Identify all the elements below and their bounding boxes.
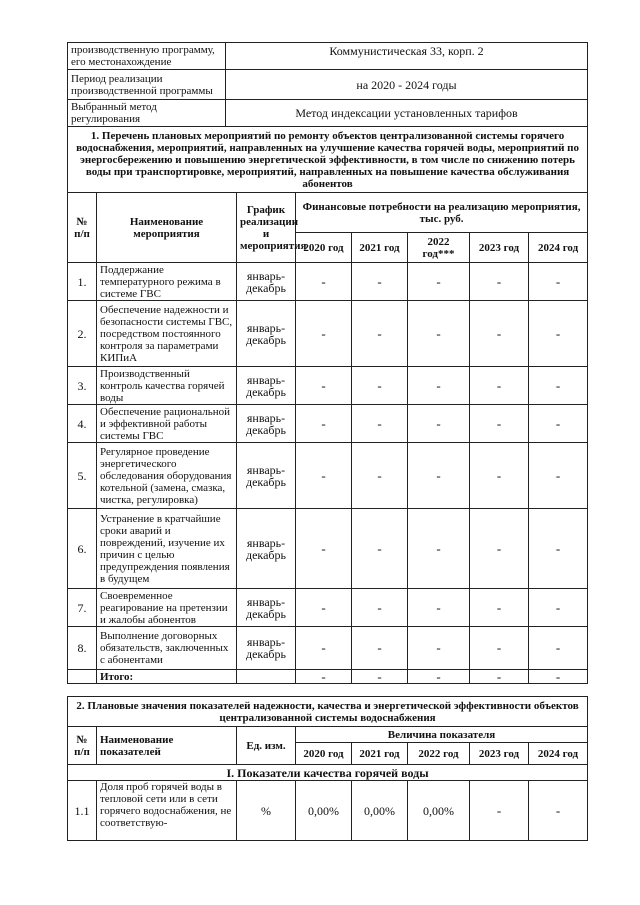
- info-label: Период реализации производственной программы: [68, 70, 226, 100]
- event-name: Обеспечение рациональной и эффективной работы системы ГВС: [97, 405, 237, 443]
- finance-value: -: [470, 627, 529, 670]
- indicator-value: -: [529, 781, 588, 841]
- finance-value: -: [529, 367, 588, 405]
- finance-value: -: [352, 367, 408, 405]
- finance-value: -: [296, 263, 352, 301]
- section2-title: 2. Плановые значения показателей надежности, качества и энергетической эффективности объектов централизованной системы водоснабжения: [68, 697, 588, 727]
- event-name: Устранение в кратчайшие сроки аварий и повреждений, изучение их причин с целью предупреждения появления в будущем: [97, 509, 237, 589]
- total-value: -: [408, 670, 470, 684]
- finance-value: -: [529, 589, 588, 627]
- section1-table: [67, 126, 588, 684]
- total-value: -: [470, 670, 529, 684]
- event-name: Производственный контроль качества горячей воды: [97, 367, 237, 405]
- info-table: [67, 42, 588, 127]
- table-row: [68, 405, 588, 443]
- row-number: 1.: [68, 263, 97, 301]
- finance-value: -: [470, 405, 529, 443]
- col-num-header: № п/п: [68, 193, 97, 263]
- finance-value: -: [296, 509, 352, 589]
- finance-value: -: [296, 443, 352, 509]
- event-name: Обеспечение надежности и безопасности системы ГВС, посредством постоянного контроля за параметрами КИПиА: [97, 301, 237, 367]
- finance-value: -: [470, 301, 529, 367]
- event-schedule: январь-декабрь: [237, 263, 296, 301]
- finance-value: -: [408, 367, 470, 405]
- finance-value: -: [352, 405, 408, 443]
- finance-value: -: [470, 263, 529, 301]
- info-value: Метод индексации установленных тарифов: [226, 100, 588, 127]
- year-header: 2024 год: [529, 743, 588, 765]
- table-row: [68, 589, 588, 627]
- year-header: 2021 год: [352, 233, 408, 263]
- indicator-unit: %: [237, 781, 296, 841]
- info-label: производственную программу, его местонахождение: [68, 43, 226, 70]
- subsection-title: I. Показатели качества горячей воды: [68, 765, 588, 781]
- finance-value: -: [529, 509, 588, 589]
- event-schedule: январь-декабрь: [237, 589, 296, 627]
- year-header: 2020 год: [296, 743, 352, 765]
- event-schedule: январь-декабрь: [237, 301, 296, 367]
- section2-table: [67, 696, 588, 841]
- event-schedule: январь-декабрь: [237, 443, 296, 509]
- finance-value: -: [296, 367, 352, 405]
- year-header: 2021 год: [352, 743, 408, 765]
- col-num-header: № п/п: [68, 727, 97, 765]
- finance-value: -: [408, 443, 470, 509]
- col-value-header: Величина показателя: [296, 727, 588, 743]
- finance-value: -: [529, 627, 588, 670]
- indicator-value: 0,00%: [408, 781, 470, 841]
- table-row: [68, 301, 588, 367]
- total-value: -: [296, 670, 352, 684]
- event-name: Выполнение договорных обязательств, заключенных с абонентами: [97, 627, 237, 670]
- finance-value: -: [529, 301, 588, 367]
- finance-value: -: [408, 405, 470, 443]
- finance-value: -: [296, 627, 352, 670]
- col-name-header: Наименование мероприятия: [97, 193, 237, 263]
- year-header: 2024 год: [529, 233, 588, 263]
- year-header: 2023 год: [470, 743, 529, 765]
- row-number: 3.: [68, 367, 97, 405]
- table-row: [68, 367, 588, 405]
- info-label: Выбранный метод регулирования: [68, 100, 226, 127]
- finance-value: -: [470, 589, 529, 627]
- table-row: [68, 263, 588, 301]
- finance-value: -: [470, 367, 529, 405]
- indicator-name: Доля проб горячей воды в тепловой сети или в сети горячего водоснабжения, не соответствую-: [97, 781, 237, 841]
- finance-value: -: [296, 589, 352, 627]
- section1-title: 1. Перечень плановых мероприятий по ремонту объектов централизованной системы горячего водоснабжения, мероприятий, направленных на улучшение качества горячей воды, мероприятий по энергосбережению и повышению энергетической эффективности, в том числе по снижению потерь воды при транспортировке, мероприятий, направленных на повышение качества обслуживания абонентов: [68, 127, 588, 193]
- finance-value: -: [470, 443, 529, 509]
- row-number: 1.1: [68, 781, 97, 841]
- finance-value: -: [296, 301, 352, 367]
- finance-value: -: [470, 509, 529, 589]
- finance-value: -: [408, 263, 470, 301]
- event-name: Поддержание температурного режима в системе ГВС: [97, 263, 237, 301]
- table-row: [68, 443, 588, 509]
- total-label: Итого:: [97, 670, 237, 684]
- col-schedule-header: График реализации и мероприятия: [237, 193, 296, 263]
- row-number: 6.: [68, 509, 97, 589]
- finance-value: -: [408, 509, 470, 589]
- finance-value: -: [352, 509, 408, 589]
- row-number: 8.: [68, 627, 97, 670]
- year-header: 2022 год***: [408, 233, 470, 263]
- col-unit-header: Ед. изм.: [237, 727, 296, 765]
- table-row: [68, 781, 588, 841]
- col-fin-header: Финансовые потребности на реализацию мероприятия, тыс. руб.: [296, 193, 588, 233]
- finance-value: -: [296, 405, 352, 443]
- event-schedule: январь-декабрь: [237, 405, 296, 443]
- finance-value: -: [352, 443, 408, 509]
- event-schedule: январь-декабрь: [237, 509, 296, 589]
- col-name-header: Наименование показателей: [97, 727, 237, 765]
- row-number: 5.: [68, 443, 97, 509]
- finance-value: -: [408, 301, 470, 367]
- finance-value: -: [408, 589, 470, 627]
- event-schedule: январь-декабрь: [237, 627, 296, 670]
- finance-value: -: [352, 627, 408, 670]
- year-header: 2022 год: [408, 743, 470, 765]
- indicator-value: -: [470, 781, 529, 841]
- row-number: 7.: [68, 589, 97, 627]
- table-row: [68, 509, 588, 589]
- event-name: Своевременное реагирование на претензии и жалобы абонентов: [97, 589, 237, 627]
- year-header: 2023 год: [470, 233, 529, 263]
- row-number: 2.: [68, 301, 97, 367]
- event-name: Регулярное проведение энергетического обследования оборудования котельной (замена, смазка, чистка, регулировка): [97, 443, 237, 509]
- total-value: -: [352, 670, 408, 684]
- indicator-value: 0,00%: [296, 781, 352, 841]
- finance-value: -: [529, 263, 588, 301]
- info-value: на 2020 - 2024 годы: [226, 70, 588, 100]
- event-schedule: январь-декабрь: [237, 367, 296, 405]
- finance-value: -: [529, 405, 588, 443]
- indicator-value: 0,00%: [352, 781, 408, 841]
- year-header: 2020 год: [296, 233, 352, 263]
- finance-value: -: [352, 589, 408, 627]
- finance-value: -: [352, 263, 408, 301]
- finance-value: -: [352, 301, 408, 367]
- info-value: Коммунистическая 33, корп. 2: [226, 43, 588, 70]
- total-value: -: [529, 670, 588, 684]
- row-number: 4.: [68, 405, 97, 443]
- finance-value: -: [529, 443, 588, 509]
- finance-value: -: [408, 627, 470, 670]
- table-row: [68, 627, 588, 670]
